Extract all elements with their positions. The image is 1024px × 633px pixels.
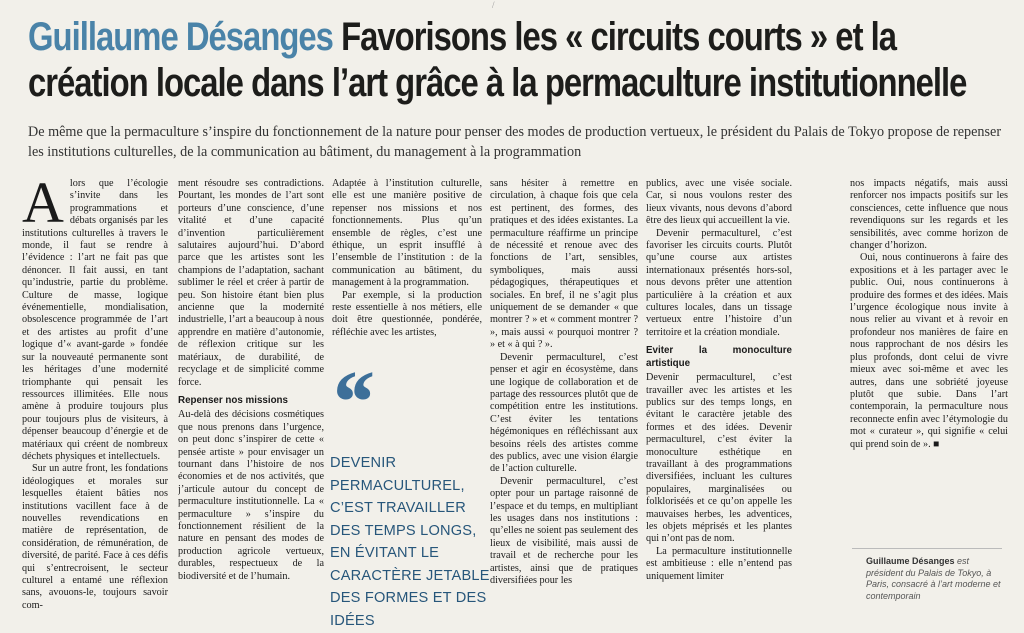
article-paragraph: nos impacts négatifs, mais aussi renforcer nos impacts positifs sur les consciences, cette influence que nous revendiquons sur les regards et les sensibilités, avec comme horizon de changer d’horizon. xyxy=(850,178,1008,252)
article-body xyxy=(22,178,1012,628)
quote-mark-icon: ‘‘ xyxy=(330,353,372,452)
article-paragraph: Devenir permaculturel, c’est opter pour un partage raisonné de l’espace et du temps, en multipliant les usages dans nos institutions : qu’elles ne soient pas seulement des lieux de visibilité, mais aussi de travail et de recherche pour les artistes, ainsi que de pratiques diversifiées pour les xyxy=(490,475,638,586)
article-paragraph: Par exemple, si la production reste essentielle à nos métiers, elle doit être questionnée, pondérée, réfléchie avec les artistes, xyxy=(332,289,482,338)
subhead-monoculture: Eviter la monoculture artistique xyxy=(646,345,792,369)
article-paragraph: Devenir permaculturel, c’est travailler avec les artistes et les publics sur des temps longs, en évitant le caractère jetable des formes et des idées. Devenir permaculturel, c’est éviter la monoculture esthétique en travaillant à des programmations diversifiées, incluant les cultures populaires, marginalisées ou folkloriséés et ce qu’on appelle les mauvaises herbes, les adventices, les objets méprisés et les plantes qui n’ont pas de nom. xyxy=(646,372,792,545)
article-paragraph: Alors que l’écologie s’invite dans les programmations et débats organisés par les institutions culturelles à travers le monde, il faut se rendre à l’évidence : l’art ne fait pas que dénoncer. Il fait aussi, en tant qu’industrie, partie du problème. Culture de masse, logique événementielle, mondialisation, obsolescence programmée de l’art et des artistes au profit d’une logique d’« avant-garde » fondée sur la nouveauté permanente sont les héritages d’une modernité triomphante qui pensait les ressources illimitées. Elle nous amène à produire toujours plus pour toujours plus de visiteurs, à dépenser beaucoup d’énergie et de matériaux qui créent de nombreux déchets physiques et intellectuels. xyxy=(22,178,168,462)
bio-divider xyxy=(852,548,1002,549)
drop-cap: A xyxy=(22,178,64,235)
bio-name: Guillaume Désanges xyxy=(866,556,955,566)
article-column-3 xyxy=(332,178,482,368)
headline-author: Guillaume Désanges xyxy=(28,15,333,59)
bio-text: est président du Palais de Tokyo, à Paris, consacré à l’art moderne et contemporain xyxy=(866,556,1001,601)
article-paragraph: Adaptée à l’institution culturelle, elle est une manière positive de repenser nos missions et nos fonctionnements. Plus qu’un ensemble de règles, c’est une éthique, un esprit insufflé à l’ensemble de l’institution : de la communication au bâtiment, du management à la programmation. xyxy=(332,178,482,289)
article-paragraph: Devenir permaculturel, c’est favoriser les circuits courts. Plutôt qu’une course aux artistes internationaux présentés hors-sol, nous devons prêter une attention particulière à la création et aux cultures locales, dans un tissage vertueux entre l’histoire d’un territoire et la création mondiale. xyxy=(646,227,792,338)
article-paragraph: Au-delà des décisions cosmétiques que nous prenons dans l’urgence, on peut donc s’inspirer de cette « pensée artiste » pour envisager un tournant dans l’histoire de nos économies et de nos activités, que j’articule autour du concept de permaculture institutionnelle. La « permaculture » s’inspire du fonctionnement résilient de la nature en pensant des modes de production agricole vertueux, durables, respectueux de la biodiversité et de l’humain. xyxy=(178,409,324,582)
article-column-5 xyxy=(646,178,792,628)
author-bio xyxy=(866,556,1006,602)
headline xyxy=(28,14,1008,106)
article-paragraph: Sur un autre front, les fondations idéologiques et morales sur lesquelles étaient bâties nos institutions vacillent face à de nouvelles revendications en matière de représentation, de considération, de rémunération, de diversité, de parité. Face à ces défis qui s’entrecroisent, le secteur culturel a entamé une réflexion sans, avouons-le, toujours savoir com- xyxy=(22,463,168,611)
pull-quote xyxy=(330,353,490,629)
article-paragraph: publics, avec une visée sociale. Car, si nous voulons rester des lieux vivants, nous devons d’abord être des lieux qui accueillent la vie. xyxy=(646,178,792,227)
article-paragraph: ment résoudre ses contradictions. Pourtant, les mondes de l’art sont porteurs d’une conscience, d’une vitalité et d’une capacité d’invention particulièrement salutaires aujourd’hui. D’abord parce que les artistes sont les champions de l’adaptation, sachant sublimer le réel et créer à partir de peu. Son histoire étant bien plus ancienne que la modernité industrielle, l’art a beaucoup à nous apprendre en matière d’autonomie, de réflexion critique sur les matériaux, de durabilité, de recyclage et de simplicité comme force. xyxy=(178,178,324,388)
article-paragraph: La permaculture institutionnelle est ambitieuse : elle n’entend pas uniquement limiter xyxy=(646,545,792,582)
standfirst: De même que la permaculture s’inspire du fonctionnement de la nature pour penser des modes de production vertueux, le président du Palais de Tokyo propose de repenser les institutions culturelles, de la communication au bâtiment, du management à la programmation xyxy=(28,124,1002,160)
article-column-6 xyxy=(850,178,1008,538)
article-column-2 xyxy=(178,178,324,628)
article-paragraph: sans hésiter à remettre en circulation, à chaque fois que cela est pertinent, des formes, des pratiques et des idées existantes. La permaculture réaffirme un principe de nécessité et renoue avec des fonctions de l’art, sensibles, symboliques, mais aussi pédagogiques, thérapeutiques et sociales. En bref, il ne s’agit plus uniquement de se demander « que montrer ? » et « comment montrer ? », mais aussi « pourquoi montrer ? » et « à qui ? ». xyxy=(490,178,638,351)
article-paragraph: Oui, nous continuerons à faire des expositions et à les partager avec le public. Oui, nous continuerons à produire des formes et des idées. Mais l’urgence écologique nous invite à nous relier au vivant et à revoir en profondeur nos manières de faire en nous rapprochant de nos désirs les plus profonds, dont celui de vivre mieux avec soi-même et avec les autres, dans une sobriété joyeuse plutôt que subie. Dans l’art contemporain, la permaculture nous reconnecte enfin avec l’étymologie du mot « curateur », qui signifie « celui qui prend soin de ». ■ xyxy=(850,252,1008,450)
article-paragraph: Devenir permaculturel, c’est penser et agir en écosystème, dans une logique de collaboration et de partage des ressources plutôt que de compétition entre les institutions. C’est éviter les tentations hégémoniques en réfléchissant aux besoins réels des artistes comme des publics, avec une vision élargie de l’action culturelle. xyxy=(490,351,638,475)
headline-title: Favorisons les « circuits courts » et la création locale dans l’art grâce à la permaculture institutionnelle xyxy=(28,15,967,105)
page-top-mark: / xyxy=(492,0,495,10)
article-column-1 xyxy=(22,178,168,628)
article-column-4 xyxy=(490,178,638,628)
pull-quote-text: DEVENIR PERMACULTUREL, C’EST TRAVAILLER DES TEMPS LONGS, EN ÉVITANT LE CARACTÈRE JETABLE DES FORMES ET DES IDÉES xyxy=(330,455,490,629)
subhead-missions: Repenser nos missions xyxy=(178,394,288,406)
